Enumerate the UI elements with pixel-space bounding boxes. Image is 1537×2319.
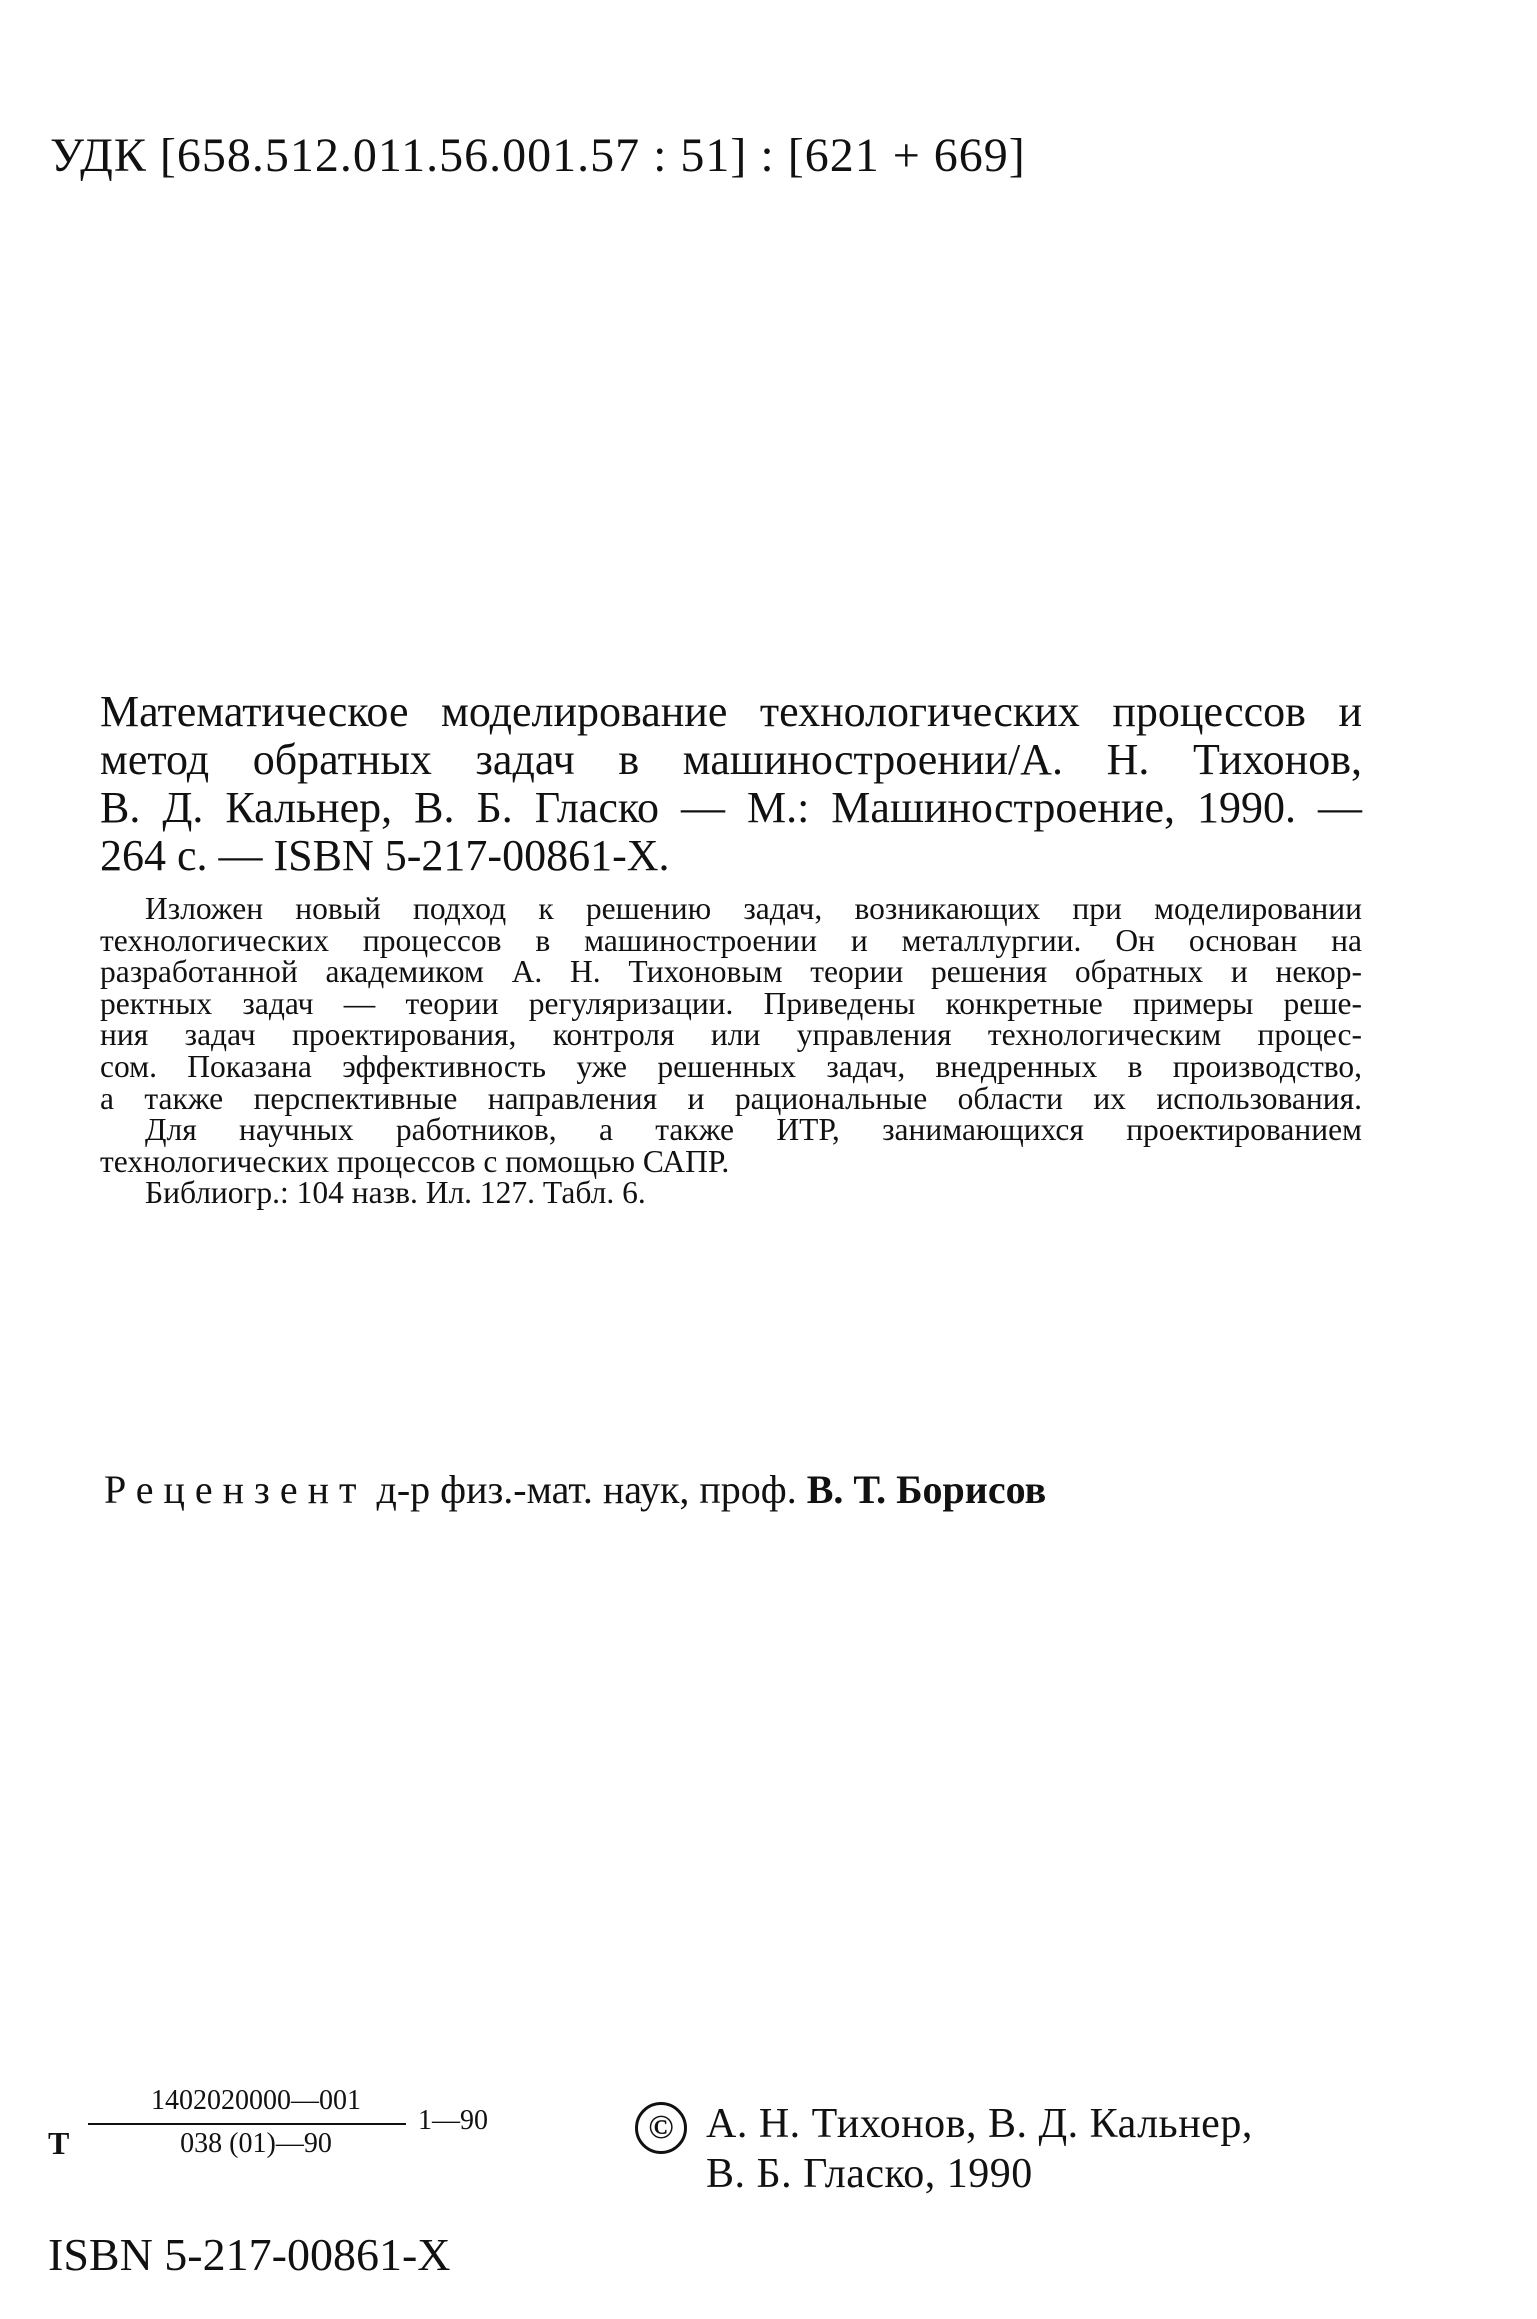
udk-classification: УДК [658.512.011.56.001.57 : 51] : [621 + 669] (50, 129, 1026, 182)
abstract-line: разработанной академиком А. Н. Тихоновым теории решения обратных и некор- (100, 954, 1362, 990)
publication-code-suffix: 1—90 (418, 2105, 488, 2136)
abstract-line: Библиогр.: 104 назв. Ил. 127. Табл. 6. (145, 1175, 646, 1211)
copyright-holders: А. Н. Тихонов, В. Д. Кальнер, (706, 2101, 1253, 2147)
citation-line: В. Д. Кальнер, В. Б. Гласко — М.: Машиностроение, 1990. — (100, 783, 1362, 832)
reviewer-name: В. Т. Борисов (806, 1467, 1047, 1512)
abstract-line: технологических процессов с помощью САПР. (100, 1143, 730, 1179)
citation-line: метод обратных задач в машиностроении/А. Н. Тихонов, (100, 735, 1362, 784)
abstract-line: а также перспективные направления и рациональные области их использования. (100, 1080, 1362, 1116)
abstract-line: ректных задач — теории регуляризации. Приведены конкретные примеры реше- (100, 985, 1362, 1021)
copyright-icon: © (635, 2102, 687, 2154)
bibliographic-citation (100, 688, 1362, 880)
publication-code-denominator: 038 (01)—90 (180, 2128, 332, 2159)
publication-code-numerator: 1402020000—001 (151, 2085, 361, 2116)
publication-code-letter: Т (48, 2125, 70, 2161)
abstract (100, 893, 1362, 1209)
abstract-line: Изложен новый подход к решению задач, возникающих при моделировании (145, 891, 1362, 926)
citation-line: Математическое моделирование технологических процессов и (100, 687, 1362, 736)
reviewer-credentials: д-р физ.-мат. наук, проф. (376, 1467, 797, 1512)
isbn: ISBN 5-217-00861-X (48, 2229, 451, 2280)
reviewer-line (104, 1466, 1046, 1513)
abstract-line: Для научных работников, а также ИТР, занимающихся проектированием (145, 1112, 1362, 1148)
abstract-line: технологических процессов в машиностроении и металлургии. Он основан на (100, 922, 1362, 958)
abstract-line: ния задач проектирования, контроля или управления технологическим процес- (100, 1017, 1362, 1053)
reviewer-label: Рецензент (104, 1467, 367, 1512)
fraction-bar (88, 2123, 406, 2125)
abstract-line: сом. Показана эффективность уже решенных задач, внедренных в производство, (100, 1048, 1362, 1084)
copyright-holders-year: В. Б. Гласко, 1990 (706, 2151, 1033, 2197)
citation-line: 264 с. — ISBN 5-217-00861-X. (100, 831, 670, 880)
